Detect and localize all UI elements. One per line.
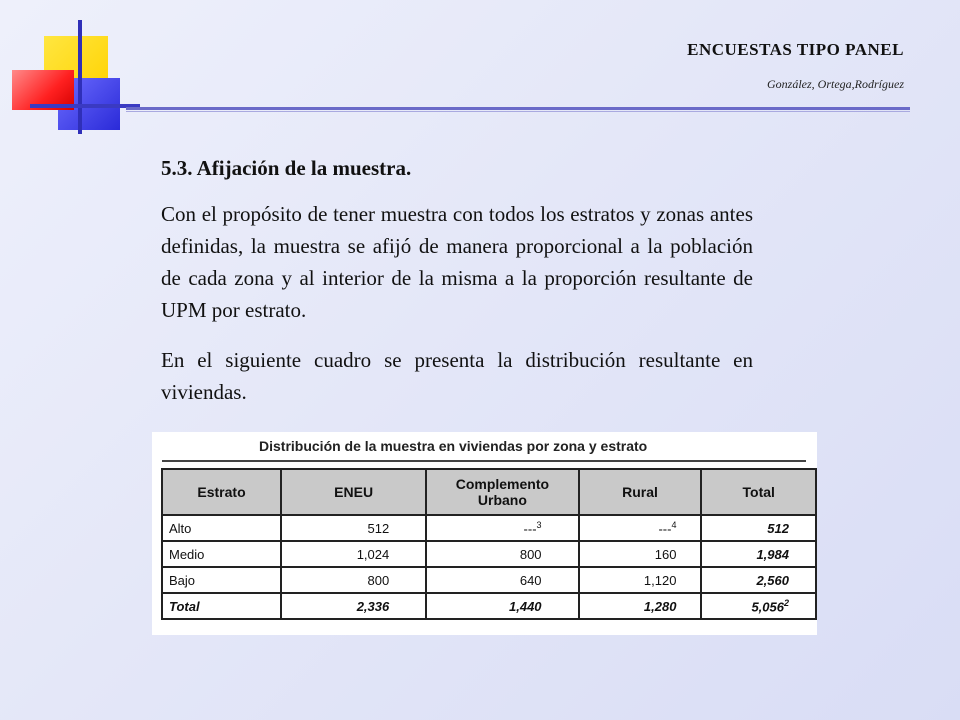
- logo-horizontal-line: [30, 104, 140, 108]
- cell-eneu: 1,024: [281, 541, 426, 567]
- footnote-marker: 4: [671, 519, 677, 530]
- cell-complemento: 640: [426, 567, 578, 593]
- cell-eneu: 2,336: [281, 593, 426, 619]
- paragraph-2: En el siguiente cuadro se presenta la distribución resultante en viviendas.: [161, 348, 753, 404]
- cell-complemento: 1,440: [426, 593, 578, 619]
- cell-complemento: [426, 515, 578, 541]
- col-header-rural: Rural: [579, 469, 702, 515]
- table-title-rule: [162, 460, 806, 462]
- table-row: [162, 567, 816, 593]
- cell-rural-value: ---: [658, 521, 672, 537]
- col-header-total: Total: [701, 469, 816, 515]
- cell-rural: [579, 515, 702, 541]
- cell-estrato: Bajo: [162, 567, 281, 593]
- cell-total: 1,984: [701, 541, 816, 567]
- paragraph-1: Con el propósito de tener muestra con todos los estratos y zonas antes definidas, la muestra se afijó de manera proporcional a la población de cada zona y al interior de la misma a la proporción resultante de UPM por estrato.: [161, 202, 753, 322]
- cell-rural: 160: [579, 541, 702, 567]
- sample-distribution-table-image: [152, 432, 817, 635]
- table-header-row: [162, 469, 816, 515]
- cell-total: 2,560: [701, 567, 816, 593]
- col-header-estrato: Estrato: [162, 469, 281, 515]
- table-title: Distribución de la muestra en viviendas por zona y estrato: [259, 438, 648, 454]
- cell-rural: 1,280: [579, 593, 702, 619]
- cell-complemento-value: ---: [523, 521, 537, 537]
- col-header-complemento: Complemento Urbano: [426, 469, 578, 515]
- col-header-eneu: ENEU: [281, 469, 426, 515]
- authors-line: González, Ortega,Rodríguez: [767, 77, 904, 91]
- cell-estrato: Alto: [162, 515, 281, 541]
- header-rule-shadow: [126, 111, 910, 112]
- cell-total: 512: [701, 515, 816, 541]
- presentation-title: ENCUESTAS TIPO PANEL: [687, 40, 904, 59]
- decorative-logo: [0, 0, 140, 140]
- table-row: [162, 515, 816, 541]
- table-row: [162, 541, 816, 567]
- table-total-row: [162, 593, 816, 619]
- sample-distribution-table: [161, 468, 817, 620]
- footnote-marker: 3: [536, 519, 542, 530]
- cell-total: [701, 593, 816, 619]
- header-rule: [126, 107, 910, 110]
- cell-complemento: 800: [426, 541, 578, 567]
- section-heading: 5.3. Afijación de la muestra.: [161, 156, 412, 180]
- cell-estrato: Total: [162, 593, 281, 619]
- logo-vertical-line: [78, 20, 82, 134]
- cell-eneu: 512: [281, 515, 426, 541]
- cell-rural: 1,120: [579, 567, 702, 593]
- cell-eneu: 800: [281, 567, 426, 593]
- cell-estrato: Medio: [162, 541, 281, 567]
- cell-total-value: 5,056: [751, 599, 784, 615]
- footnote-marker: 2: [783, 597, 789, 608]
